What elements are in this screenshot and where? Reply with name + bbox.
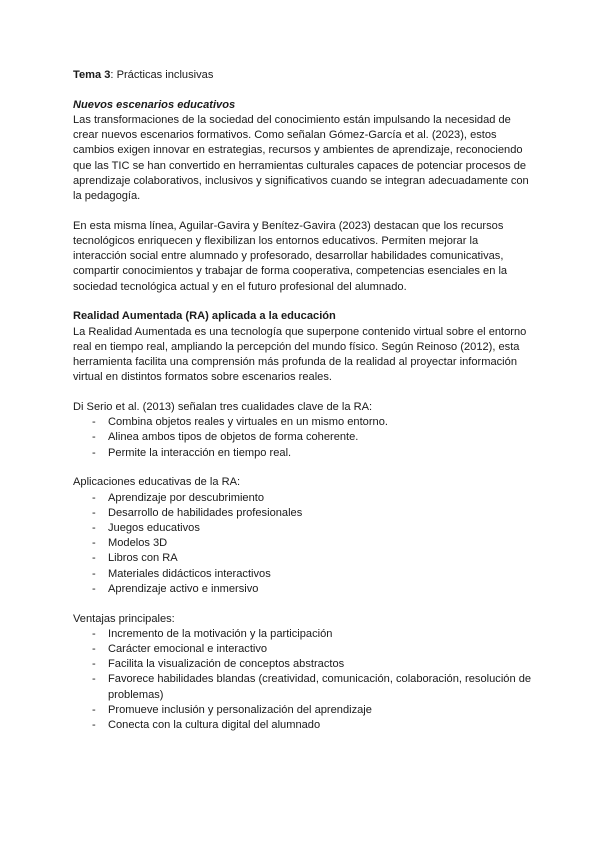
applications-list	[73, 491, 533, 597]
list-item: - Alinea ambos tipos de objetos de forma coherente.	[73, 430, 533, 445]
list-item: - Desarrollo de habilidades profesionales	[73, 506, 533, 521]
paragraph-transformaciones: Las transformaciones de la sociedad del conocimiento están impulsando la necesidad de crear nuevos escenarios formativos. Como señalan Gómez-García et al. (2023), estos cambios exigen innovar en estrategias, recursos y ambientes de aprendizaje, reconociendo que las TIC se han convertido en herramientas culturales capaces de potenciar procesos de aprendizaje colaborativos, inclusivos y significativos cuando se integran adecuadamente con la pedagogía.	[73, 114, 529, 203]
list-item: - Modelos 3D	[73, 536, 533, 551]
section-heading-nuevos-escenarios: Nuevos escenarios educativos	[73, 98, 236, 111]
section-heading-realidad-aumentada: Realidad Aumentada (RA) aplicada a la educación	[73, 310, 336, 323]
qualities-intro: Di Serio et al. (2013) señalan tres cualidades clave de la RA:	[73, 401, 373, 414]
list-item: - Libros con RA	[73, 551, 533, 566]
list-item: - Juegos educativos	[73, 521, 533, 536]
list-item: - Aprendizaje por descubrimiento	[73, 491, 533, 506]
applications-intro: Aplicaciones educativas de la RA:	[73, 476, 241, 489]
advantages-list	[73, 627, 533, 733]
list-item: - Facilita la visualización de conceptos abstractos	[73, 657, 533, 672]
topic-name: : Prácticas inclusivas	[110, 69, 214, 81]
list-item: - Materiales didácticos interactivos	[73, 567, 533, 582]
topic-label: Tema 3	[73, 69, 111, 81]
list-item: - Aprendizaje activo e inmersivo	[73, 582, 533, 597]
list-item: - Carácter emocional e interactivo	[73, 642, 533, 657]
list-item: - Permite la interacción en tiempo real.	[73, 446, 533, 461]
list-item: - Incremento de la motivación y la participación	[73, 627, 533, 642]
paragraph-misma-linea: En esta misma línea, Aguilar-Gavira y Benítez-Gavira (2023) destacan que los recursos tecnológicos enriquecen y flexibilizan los entornos educativos. Permiten mejorar la interacción social entre alumnado y profesorado, desarrollar habilidades comunicativas, compartir conocimientos y trabajar de forma cooperativa, competencias esenciales en la sociedad tecnológica actual y en el futuro profesional del alumnado.	[73, 219, 508, 293]
topic-title	[73, 68, 533, 83]
advantages-intro: Ventajas principales:	[73, 612, 175, 625]
list-item: - Promueve inclusión y personalización del aprendizaje	[73, 703, 533, 718]
paragraph-realidad-aumentada: La Realidad Aumentada es una tecnología que superpone contenido virtual sobre el entorno real en tiempo real, ampliando la percepción del mundo físico. Según Reinoso (2012), esta herramienta facilita una comprensión más profunda de la realidad al proyectar información virtual en distintos formatos sobre escenarios reales.	[73, 325, 527, 384]
list-item: - Conecta con la cultura digital del alumnado	[73, 718, 533, 733]
document-page	[73, 68, 533, 733]
qualities-list	[73, 415, 533, 461]
list-item: - Favorece habilidades blandas (creatividad, comunicación, colaboración, resolución de problemas)	[73, 672, 533, 702]
list-item: - Combina objetos reales y virtuales en un mismo entorno.	[73, 415, 533, 430]
